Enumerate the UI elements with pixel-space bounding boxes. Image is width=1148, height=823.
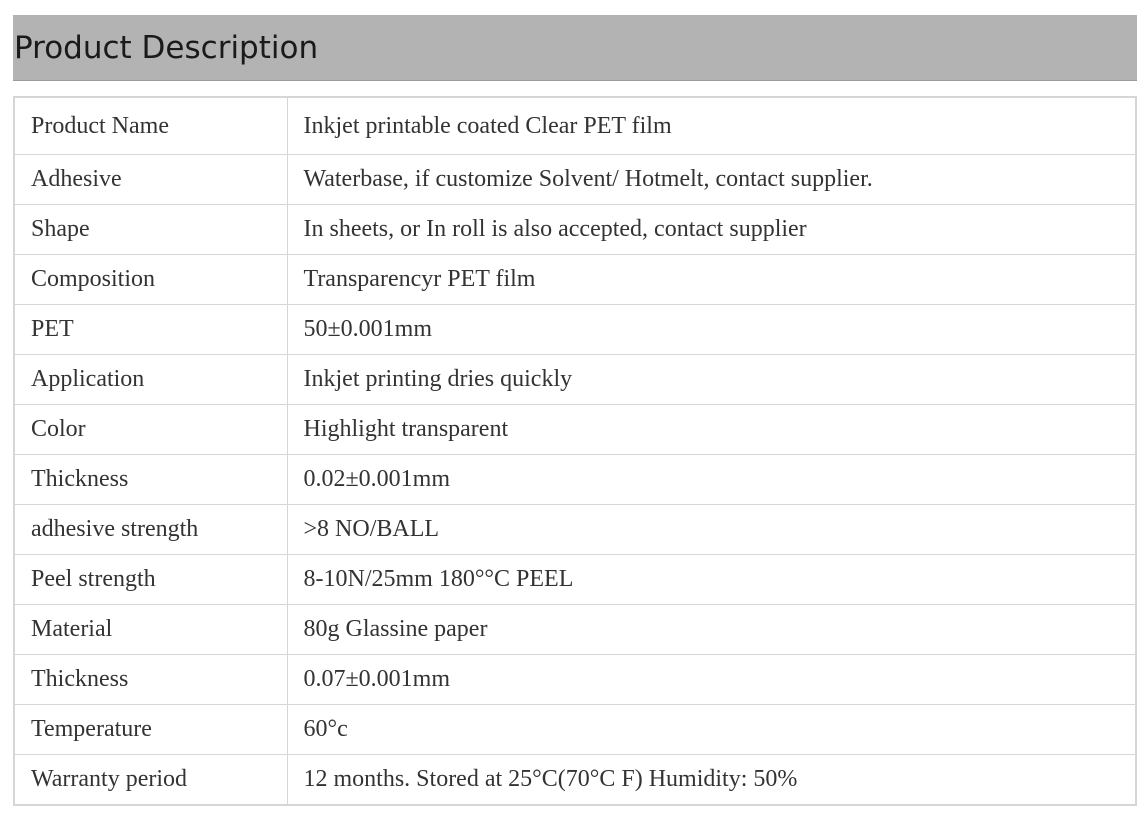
table-row [14, 705, 1136, 755]
table-row [14, 205, 1136, 255]
table-row [14, 555, 1136, 605]
table-row [14, 755, 1136, 806]
spec-label: Warranty period [14, 755, 287, 806]
spec-label: Thickness [14, 655, 287, 705]
spec-value: Transparencyr PET film [287, 255, 1136, 305]
spec-label: Application [14, 355, 287, 405]
spec-label: Thickness [14, 455, 287, 505]
spec-label: PET [14, 305, 287, 355]
spec-value: Inkjet printable coated Clear PET film [287, 97, 1136, 155]
table-row [14, 355, 1136, 405]
spec-label: Peel strength [14, 555, 287, 605]
table-row [14, 405, 1136, 455]
spec-value: 12 months. Stored at 25°C(70°C F) Humidity: 50% [287, 755, 1136, 806]
product-spec-table [13, 96, 1137, 806]
section-title: Product Description [14, 30, 319, 66]
spec-label: adhesive strength [14, 505, 287, 555]
spec-label: Material [14, 605, 287, 655]
spec-label: Composition [14, 255, 287, 305]
spec-value: Waterbase, if customize Solvent/ Hotmelt, contact supplier. [287, 155, 1136, 205]
table-row [14, 655, 1136, 705]
spec-value: 80g Glassine paper [287, 605, 1136, 655]
spec-label: Shape [14, 205, 287, 255]
spec-value: 60°c [287, 705, 1136, 755]
table-row [14, 305, 1136, 355]
table-row [14, 97, 1136, 155]
table-row [14, 255, 1136, 305]
spec-label: Adhesive [14, 155, 287, 205]
spec-value: Highlight transparent [287, 405, 1136, 455]
table-row [14, 455, 1136, 505]
spec-value: 50±0.001mm [287, 305, 1136, 355]
spec-value: Inkjet printing dries quickly [287, 355, 1136, 405]
spec-value: In sheets, or In roll is also accepted, contact supplier [287, 205, 1136, 255]
spec-value: 0.07±0.001mm [287, 655, 1136, 705]
spec-value: >8 NO/BALL [287, 505, 1136, 555]
table-row [14, 605, 1136, 655]
spec-label: Temperature [14, 705, 287, 755]
table-row [14, 505, 1136, 555]
spec-value: 8-10N/25mm 180°°C PEEL [287, 555, 1136, 605]
section-header [13, 15, 1137, 81]
spec-value: 0.02±0.001mm [287, 455, 1136, 505]
table-row [14, 155, 1136, 205]
spec-label: Product Name [14, 97, 287, 155]
spec-label: Color [14, 405, 287, 455]
